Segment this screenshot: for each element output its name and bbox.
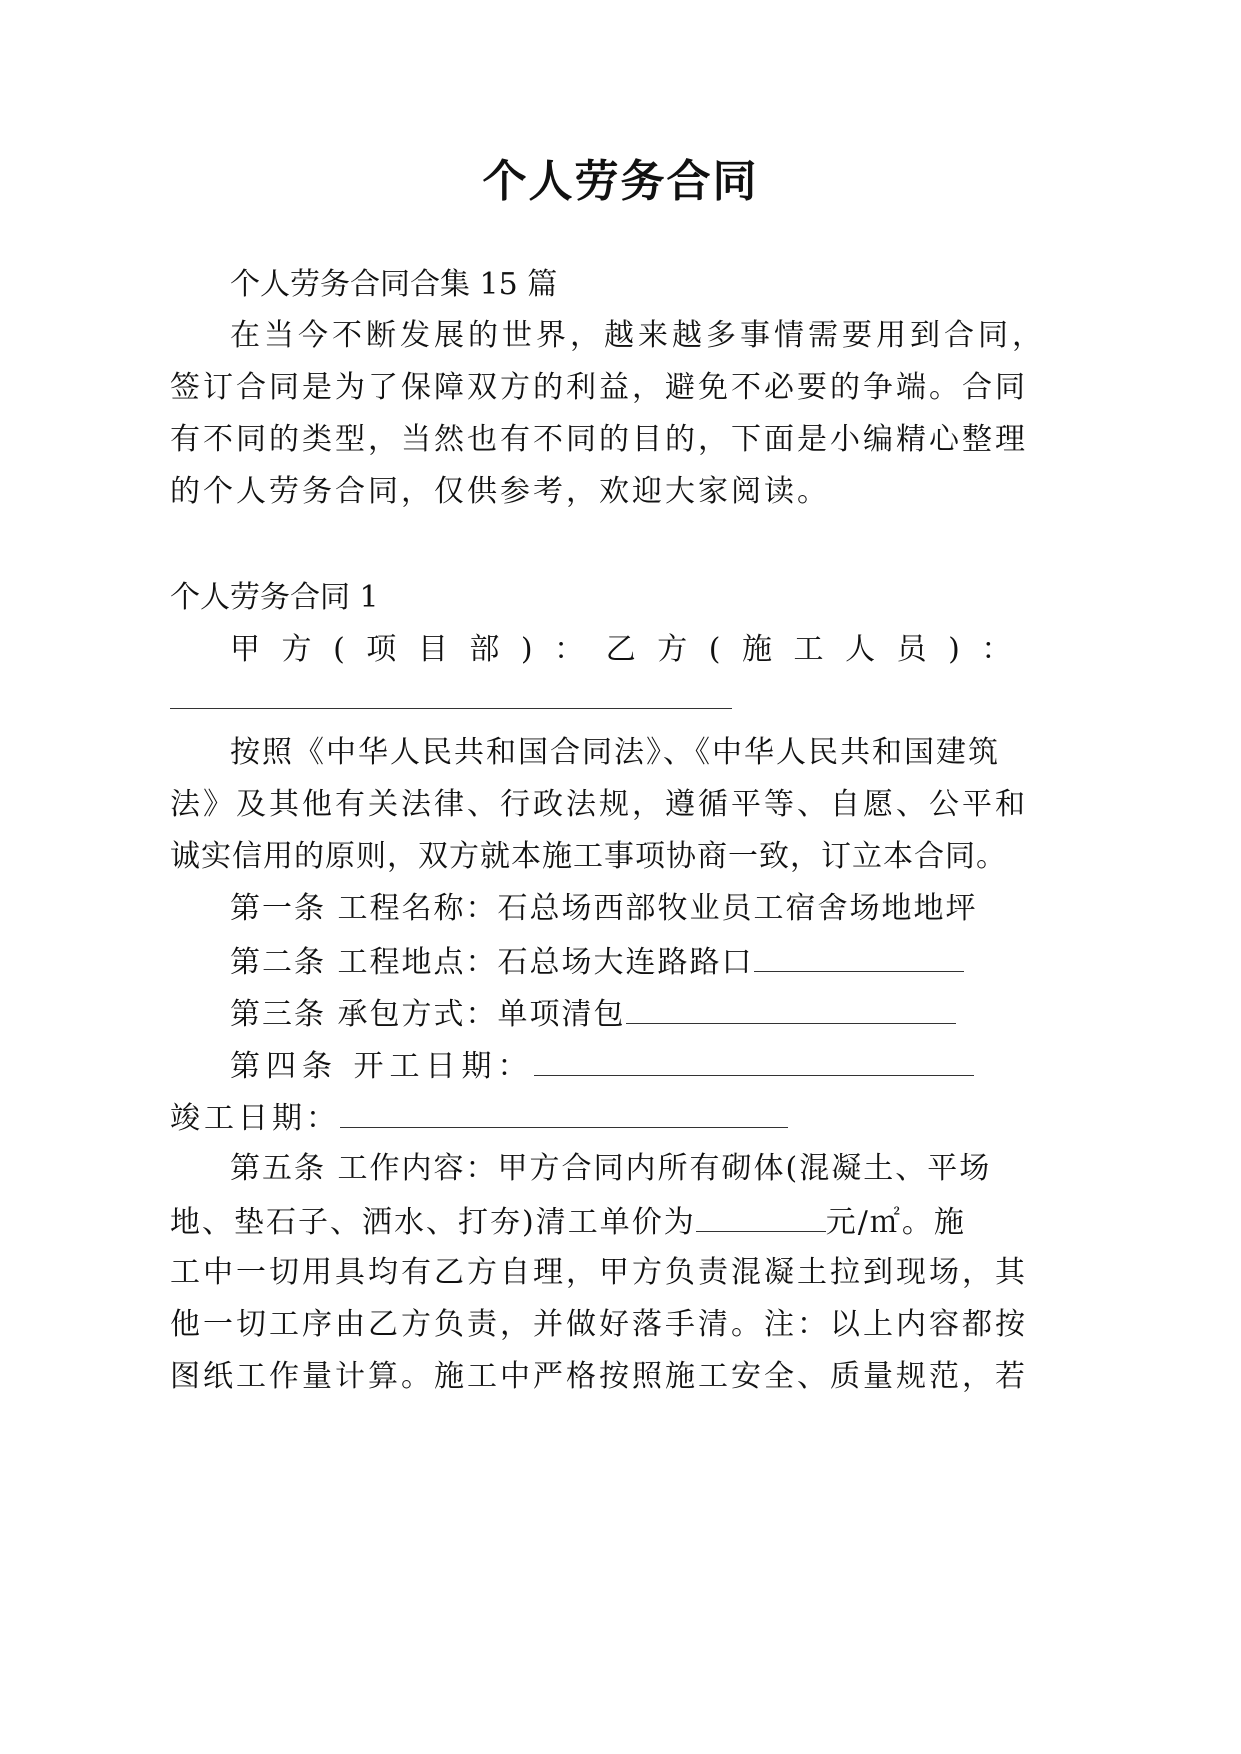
subtitle: 个人劳务合同合集 15 篇 — [230, 267, 558, 302]
article-4-completion: 竣工日期： — [170, 1101, 340, 1136]
article-5-line-3: 工中一切用具均有乙方自理，甲方负责混凝土拉到现场，其 — [170, 1255, 1028, 1290]
intro-line-1: 在当今不断发展的世界，越来越多事情需要用到合同， — [230, 318, 1046, 353]
parties-blank-rule — [170, 708, 732, 709]
document-title: 个人劳务合同 — [482, 156, 759, 207]
article-5-line-2-row — [170, 1201, 966, 1243]
unit-price-blank — [696, 1201, 826, 1232]
intro-line-4: 的个人劳务合同，仅供参考，欢迎大家阅读。 — [170, 474, 830, 509]
article-4-completion-blank — [340, 1097, 788, 1128]
section-heading: 个人劳务合同 1 — [170, 580, 379, 615]
preamble-line-2: 法》及其他有关法律、行政法规，遵循平等、自愿、公平和 — [170, 787, 1028, 822]
article-2-row — [230, 941, 964, 983]
article-1: 第一条 工程名称：石总场西部牧业员工宿舍场地地坪 — [230, 891, 978, 926]
article-3: 第三条 承包方式：单项清包 — [230, 997, 626, 1032]
article-5-line-1: 第五条 工作内容：甲方合同内所有砌体(混凝土、平场 — [230, 1151, 992, 1186]
article-3-blank — [626, 993, 956, 1024]
article-5-line-4: 他一切工序由乙方负责，并做好落手清。注：以上内容都按 — [170, 1307, 1028, 1342]
article-5-line-2-end: 元/㎡。施 — [825, 1205, 966, 1240]
article-4-row — [230, 1045, 974, 1087]
article-5-line-2: 地、垫石子、洒水、打夯)清工单价为 — [170, 1205, 696, 1240]
preamble-line-1: 按照《中华人民共和国合同法》、《中华人民共和国建筑 — [230, 735, 1000, 770]
article-4-blank — [534, 1045, 974, 1076]
intro-line-3: 有不同的类型，当然也有不同的目的，下面是小编精心整理 — [170, 422, 1028, 457]
preamble-line-3: 诚实信用的原则，双方就本施工事项协商一致，订立本合同。 — [170, 839, 1007, 874]
intro-line-2: 签订合同是为了保障双方的利益，避免不必要的争端。合同 — [170, 370, 1028, 405]
article-2-blank — [754, 941, 964, 972]
article-5-line-5: 图纸工作量计算。施工中严格按照施工安全、质量规范，若 — [170, 1359, 1028, 1394]
article-4: 第四条 开工日期： — [230, 1049, 534, 1084]
article-4-cont-row — [170, 1097, 788, 1139]
article-3-row — [230, 993, 956, 1035]
parties-line: 甲 方 ( 项 目 部 ) ： 乙 方 ( 施 工 人 员 ) ： — [230, 632, 1018, 667]
article-2: 第二条 工程地点：石总场大连路路口 — [230, 945, 754, 980]
